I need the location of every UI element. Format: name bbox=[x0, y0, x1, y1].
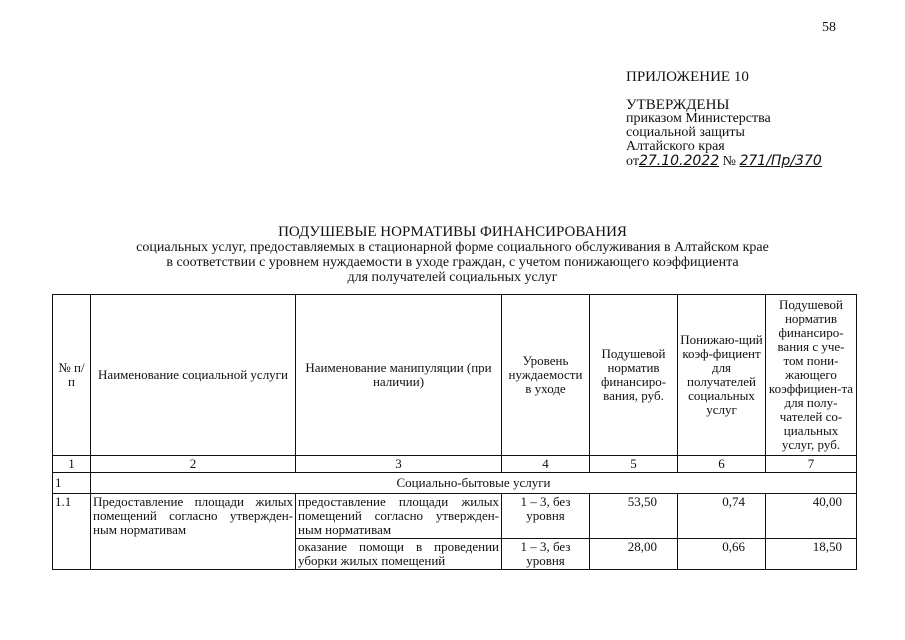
coefficient-value: 0,66 bbox=[678, 539, 766, 570]
section-title: Социально-бытовые услуги bbox=[91, 473, 857, 494]
approval-block bbox=[626, 70, 822, 169]
standard-with-coefficient-value: 18,50 bbox=[766, 539, 857, 570]
date-prefix: от bbox=[626, 154, 639, 169]
financing-standards-table bbox=[52, 294, 857, 570]
appendix-label: ПРИЛОЖЕНИЕ 10 bbox=[626, 69, 749, 85]
column-number: 6 bbox=[678, 456, 766, 473]
approval-date-line bbox=[626, 154, 822, 169]
standard-value: 28,00 bbox=[590, 539, 678, 570]
table-row bbox=[53, 494, 857, 539]
handwritten-date: 27.10.2022 bbox=[638, 153, 720, 169]
header-manipulation: Наименование манипуляции (при наличии) bbox=[296, 295, 502, 456]
standard-value: 53,50 bbox=[590, 494, 678, 539]
manipulation-name: оказание помощи в проведении уборки жилых помещений bbox=[296, 539, 502, 570]
header-service: Наименование социальной услуги bbox=[91, 295, 296, 456]
column-number: 5 bbox=[590, 456, 678, 473]
need-level: 1 – 3, без уровня bbox=[502, 494, 590, 539]
header-standard: Подушевой норматив финансиро-вания, руб. bbox=[590, 295, 678, 456]
standard-with-coefficient-value: 40,00 bbox=[766, 494, 857, 539]
title-line-1: социальных услуг, предоставляемых в стационарной форме социального обслуживания в Алтайском крае bbox=[136, 240, 769, 255]
document-title bbox=[0, 225, 905, 285]
column-number-row bbox=[53, 456, 857, 473]
header-level: Уровень нуждаемости в уходе bbox=[502, 295, 590, 456]
section-number: 1 bbox=[53, 473, 91, 494]
manipulation-name: предоставление площади жилых помещений согласно утвержден-ным нормативам bbox=[296, 494, 502, 539]
approval-line-3: Алтайского края bbox=[626, 139, 725, 154]
header-coefficient: Понижаю-щий коэф-фициент для получателей социальных услуг bbox=[678, 295, 766, 456]
column-number: 7 bbox=[766, 456, 857, 473]
approval-line-1: приказом Министерства bbox=[626, 111, 771, 126]
title-line-2: в соответствии с уровнем нуждаемости в уходе граждан, с учетом понижающего коэффициента bbox=[166, 255, 739, 270]
column-number: 3 bbox=[296, 456, 502, 473]
handwritten-order-number: 271/Пр/370 bbox=[739, 153, 822, 169]
title-main: ПОДУШЕВЫЕ НОРМАТИВЫ ФИНАНСИРОВАНИЯ bbox=[278, 224, 627, 240]
column-number: 4 bbox=[502, 456, 590, 473]
column-number: 1 bbox=[53, 456, 91, 473]
header-standard-with-coefficient: Подушевой норматив финансиро-вания с уче-том пони-жающего коэффициен-та для полу-чателей со-циальных услуг, руб. bbox=[766, 295, 857, 456]
need-level: 1 – 3, без уровня bbox=[502, 539, 590, 570]
column-number: 2 bbox=[91, 456, 296, 473]
number-prefix: № bbox=[722, 154, 736, 169]
approval-line-2: социальной защиты bbox=[626, 125, 745, 140]
table-header-row bbox=[53, 295, 857, 456]
header-num: № п/п bbox=[53, 295, 91, 456]
title-line-3: для получателей социальных услуг bbox=[347, 270, 558, 285]
section-row bbox=[53, 473, 857, 494]
service-name: Предоставление площади жилых помещений согласно утвержден-ным нормативам bbox=[91, 494, 296, 570]
row-number: 1.1 bbox=[53, 494, 91, 570]
approved-label: УТВЕРЖДЕНЫ bbox=[626, 97, 730, 113]
coefficient-value: 0,74 bbox=[678, 494, 766, 539]
page-number: 58 bbox=[822, 20, 836, 35]
